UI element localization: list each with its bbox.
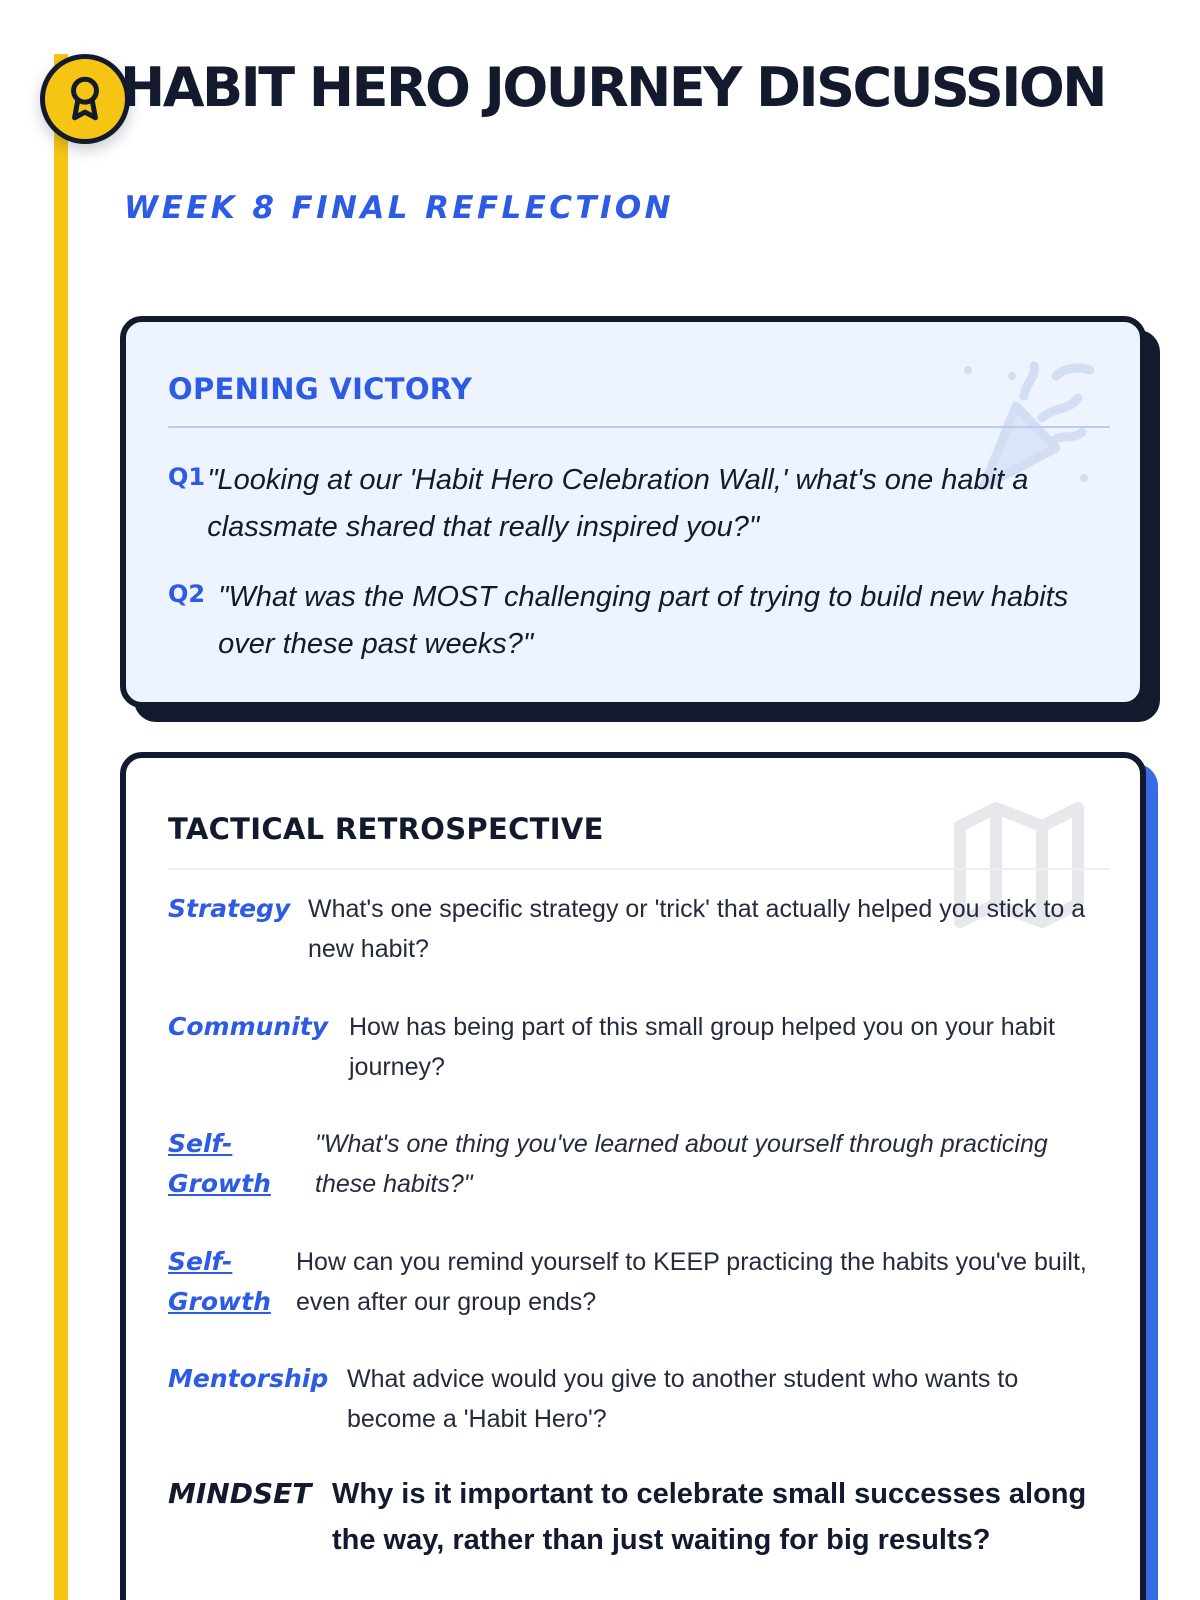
- award-ribbon-icon: [40, 54, 130, 144]
- page-subtitle: WEEK 8 FINAL REFLECTION: [124, 190, 674, 226]
- section-heading: OPENING VICTORY: [168, 372, 473, 406]
- timeline-rail: [54, 54, 68, 1600]
- page-title: HABIT HERO JOURNEY DISCUSSION: [120, 56, 1105, 119]
- retrospective-item: [168, 1242, 1100, 1322]
- question-text: "Looking at our 'Habit Hero Celebration Wall,' what's one habit a classmate shared that really inspired you?": [207, 464, 1029, 543]
- prompt-text: "What's one thing you've learned about yourself through practicing these habits?": [315, 1130, 1048, 1198]
- divider: [168, 868, 1110, 870]
- category-label: Strategy: [168, 894, 291, 923]
- prompt-text: How can you remind yourself to KEEP practicing the habits you've built, even after our group ends?: [296, 1248, 1087, 1316]
- question-number: Q1: [168, 463, 206, 491]
- retrospective-item: [168, 1359, 1100, 1439]
- category-label[interactable]: Self-Growth: [168, 1129, 271, 1198]
- opening-victory-card: [120, 316, 1146, 708]
- prompt-text: How has being part of this small group helped you on your habit journey?: [349, 1013, 1055, 1081]
- question-item: [168, 574, 1110, 668]
- retrospective-item: [168, 1124, 1100, 1204]
- tactical-retrospective-card: [120, 752, 1146, 1600]
- prompt-text: What's one specific strategy or 'trick' that actually helped you stick to a new habit?: [308, 895, 1086, 963]
- retrospective-item: [168, 1471, 1100, 1563]
- section-heading: TACTICAL RETROSPECTIVE: [168, 812, 604, 846]
- retrospective-item: [168, 1007, 1100, 1087]
- category-label: Mentorship: [168, 1364, 329, 1393]
- category-label: Community: [168, 1012, 329, 1041]
- question-item: [168, 457, 1110, 551]
- category-label[interactable]: Self-Growth: [168, 1247, 271, 1316]
- retrospective-item: [168, 889, 1100, 969]
- prompt-text: What advice would you give to another student who wants to become a 'Habit Hero'?: [347, 1365, 1019, 1433]
- question-number: Q2: [168, 580, 206, 608]
- prompt-text: Why is it important to celebrate small successes along the way, rather than just waiting for big results?: [332, 1478, 1087, 1556]
- question-text: "What was the MOST challenging part of trying to build new habits over these past weeks?": [218, 581, 1069, 660]
- category-label: MINDSET: [168, 1477, 312, 1510]
- divider: [168, 426, 1110, 428]
